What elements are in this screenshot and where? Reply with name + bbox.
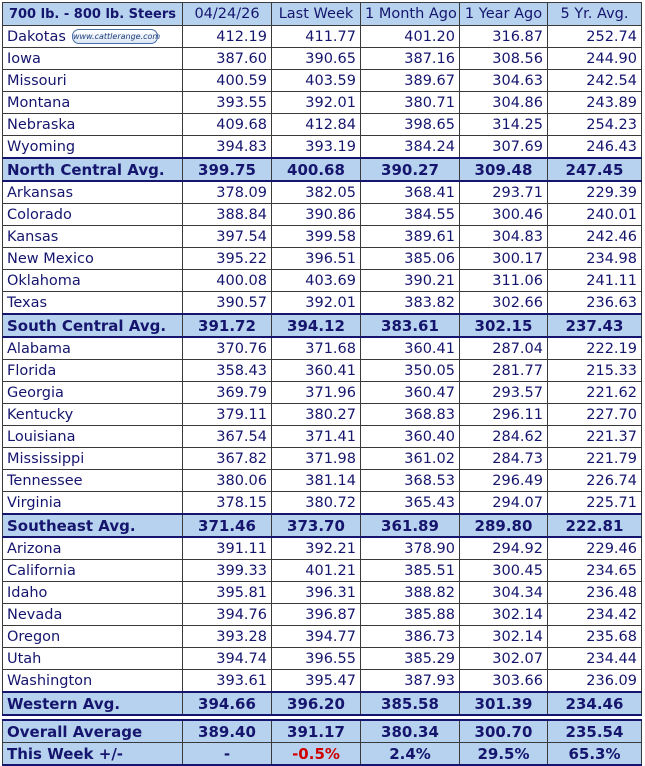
table-row bbox=[3, 226, 642, 248]
price-year-ago: 284.73 bbox=[460, 448, 548, 470]
price-5yr-avg: 234.46 bbox=[548, 692, 642, 715]
price-current: 393.55 bbox=[183, 92, 272, 114]
price-current: 371.46 bbox=[183, 514, 272, 537]
state-name bbox=[3, 360, 183, 382]
price-month-ago: 361.89 bbox=[361, 514, 460, 537]
state-name bbox=[3, 626, 183, 648]
price-current: 369.79 bbox=[183, 382, 272, 404]
price-year-ago: 307.69 bbox=[460, 136, 548, 159]
price-current: 393.28 bbox=[183, 626, 272, 648]
price-last-week: 381.14 bbox=[272, 470, 361, 492]
row-label: Kansas bbox=[7, 228, 59, 245]
region-average-row bbox=[3, 514, 642, 537]
state-name bbox=[3, 136, 183, 159]
table-row bbox=[3, 448, 642, 470]
price-year-ago: 304.86 bbox=[460, 92, 548, 114]
price-year-ago: 302.66 bbox=[460, 292, 548, 315]
price-current: 399.33 bbox=[183, 560, 272, 582]
table-row bbox=[3, 181, 642, 204]
row-label: Nebraska bbox=[7, 116, 76, 133]
table-row bbox=[3, 604, 642, 626]
price-current: 367.54 bbox=[183, 426, 272, 448]
cattlerange-logo: www.cattlerange.com bbox=[72, 29, 158, 44]
price-year-ago: 304.34 bbox=[460, 582, 548, 604]
price-year-ago: 309.48 bbox=[460, 158, 548, 181]
price-5yr-avg: 254.23 bbox=[548, 114, 642, 136]
region-name bbox=[3, 314, 183, 337]
state-name bbox=[3, 226, 183, 248]
price-year-ago: 308.56 bbox=[460, 48, 548, 70]
price-year-ago: 302.07 bbox=[460, 648, 548, 670]
row-label: Idaho bbox=[7, 584, 48, 601]
price-month-ago: 361.02 bbox=[361, 448, 460, 470]
table-row bbox=[3, 292, 642, 315]
price-month-ago: 401.20 bbox=[361, 26, 460, 48]
row-label: Florida bbox=[7, 362, 57, 379]
price-month-ago: 385.58 bbox=[361, 692, 460, 715]
price-last-week: 411.77 bbox=[272, 26, 361, 48]
price-month-ago: 386.73 bbox=[361, 626, 460, 648]
region-name bbox=[3, 514, 183, 537]
table-row bbox=[3, 470, 642, 492]
price-5yr-avg: 221.37 bbox=[548, 426, 642, 448]
state-name bbox=[3, 604, 183, 626]
price-year-ago: 289.80 bbox=[460, 514, 548, 537]
price-current: 397.54 bbox=[183, 226, 272, 248]
price-month-ago: 390.21 bbox=[361, 270, 460, 292]
price-current: 388.84 bbox=[183, 204, 272, 226]
price-month-ago: 384.24 bbox=[361, 136, 460, 159]
price-current: 400.08 bbox=[183, 270, 272, 292]
row-label: New Mexico bbox=[7, 250, 94, 267]
price-last-week: 400.68 bbox=[272, 158, 361, 181]
change-label: This Week +/- bbox=[3, 743, 183, 766]
price-month-ago: 368.53 bbox=[361, 470, 460, 492]
price-current: 390.57 bbox=[183, 292, 272, 315]
row-label: Oklahoma bbox=[7, 272, 81, 289]
price-current: 412.19 bbox=[183, 26, 272, 48]
price-last-week: 373.70 bbox=[272, 514, 361, 537]
row-label: Alabama bbox=[7, 340, 71, 357]
state-name bbox=[3, 114, 183, 136]
change-year-ago: 29.5% bbox=[460, 743, 548, 766]
price-5yr-avg: 243.89 bbox=[548, 92, 642, 114]
price-last-week: 403.69 bbox=[272, 270, 361, 292]
state-name bbox=[3, 270, 183, 292]
price-5yr-avg: 221.79 bbox=[548, 448, 642, 470]
price-year-ago: 316.87 bbox=[460, 26, 548, 48]
price-last-week: 396.51 bbox=[272, 248, 361, 270]
price-last-week: 390.86 bbox=[272, 204, 361, 226]
price-5yr-avg: 241.11 bbox=[548, 270, 642, 292]
table-row bbox=[3, 360, 642, 382]
table-row bbox=[3, 582, 642, 604]
price-month-ago: 384.55 bbox=[361, 204, 460, 226]
state-name bbox=[3, 382, 183, 404]
header-label: 700 lb. - 800 lb. Steers bbox=[3, 3, 183, 26]
state-name bbox=[3, 426, 183, 448]
price-5yr-avg: 237.43 bbox=[548, 314, 642, 337]
price-5yr-avg: 246.43 bbox=[548, 136, 642, 159]
table-row bbox=[3, 204, 642, 226]
price-year-ago: 294.07 bbox=[460, 492, 548, 515]
price-month-ago: 368.83 bbox=[361, 404, 460, 426]
price-5yr-avg: 226.74 bbox=[548, 470, 642, 492]
price-last-week: 396.87 bbox=[272, 604, 361, 626]
price-last-week: 401.21 bbox=[272, 560, 361, 582]
price-year-ago: 293.57 bbox=[460, 382, 548, 404]
table-row bbox=[3, 426, 642, 448]
overall-last-week: 391.17 bbox=[272, 720, 361, 743]
price-5yr-avg: 221.62 bbox=[548, 382, 642, 404]
state-name bbox=[3, 648, 183, 670]
price-month-ago: 385.51 bbox=[361, 560, 460, 582]
price-last-week: 380.27 bbox=[272, 404, 361, 426]
price-last-week: 371.96 bbox=[272, 382, 361, 404]
price-5yr-avg: 242.54 bbox=[548, 70, 642, 92]
price-month-ago: 385.06 bbox=[361, 248, 460, 270]
price-last-week: 396.31 bbox=[272, 582, 361, 604]
row-label: Virginia bbox=[7, 494, 62, 511]
row-label: Kentucky bbox=[7, 406, 74, 423]
row-label: California bbox=[7, 562, 76, 579]
price-last-week: 392.01 bbox=[272, 292, 361, 315]
price-current: 370.76 bbox=[183, 337, 272, 360]
price-month-ago: 385.88 bbox=[361, 604, 460, 626]
price-current: 394.76 bbox=[183, 604, 272, 626]
price-5yr-avg: 235.68 bbox=[548, 626, 642, 648]
header-col-last-week: Last Week bbox=[272, 3, 361, 26]
row-label: Oregon bbox=[7, 628, 61, 645]
price-5yr-avg: 234.42 bbox=[548, 604, 642, 626]
price-month-ago: 389.61 bbox=[361, 226, 460, 248]
price-current: 380.06 bbox=[183, 470, 272, 492]
price-5yr-avg: 236.63 bbox=[548, 292, 642, 315]
price-current: 399.75 bbox=[183, 158, 272, 181]
row-label: Utah bbox=[7, 650, 42, 667]
row-label: Iowa bbox=[7, 50, 41, 67]
region-name bbox=[3, 158, 183, 181]
price-current: 387.60 bbox=[183, 48, 272, 70]
price-year-ago: 302.14 bbox=[460, 604, 548, 626]
price-month-ago: 389.67 bbox=[361, 70, 460, 92]
price-month-ago: 387.93 bbox=[361, 670, 460, 693]
state-name bbox=[3, 337, 183, 360]
price-month-ago: 350.05 bbox=[361, 360, 460, 382]
change-month-ago: 2.4% bbox=[361, 743, 460, 766]
price-current: 393.61 bbox=[183, 670, 272, 693]
table-row bbox=[3, 670, 642, 693]
price-month-ago: 360.47 bbox=[361, 382, 460, 404]
steer-price-table bbox=[2, 2, 642, 766]
state-name bbox=[3, 181, 183, 204]
price-current: 409.68 bbox=[183, 114, 272, 136]
state-name bbox=[3, 470, 183, 492]
price-last-week: 380.72 bbox=[272, 492, 361, 515]
price-year-ago: 300.45 bbox=[460, 560, 548, 582]
state-name bbox=[3, 248, 183, 270]
table-row bbox=[3, 114, 642, 136]
state-name bbox=[3, 537, 183, 560]
price-month-ago: 360.41 bbox=[361, 337, 460, 360]
row-label: Arkansas bbox=[7, 184, 74, 201]
price-year-ago: 281.77 bbox=[460, 360, 548, 382]
price-5yr-avg: 234.98 bbox=[548, 248, 642, 270]
row-label: Missouri bbox=[7, 72, 67, 89]
row-label: Texas bbox=[7, 294, 48, 311]
overall-current: 389.40 bbox=[183, 720, 272, 743]
price-year-ago: 304.63 bbox=[460, 70, 548, 92]
table-row bbox=[3, 70, 642, 92]
row-label: Western Avg. bbox=[7, 694, 121, 713]
state-name bbox=[3, 92, 183, 114]
price-current: 400.59 bbox=[183, 70, 272, 92]
price-year-ago: 296.49 bbox=[460, 470, 548, 492]
region-average-row bbox=[3, 314, 642, 337]
price-current: 367.82 bbox=[183, 448, 272, 470]
region-name bbox=[3, 692, 183, 715]
price-year-ago: 302.14 bbox=[460, 626, 548, 648]
price-last-week: 382.05 bbox=[272, 181, 361, 204]
row-label: Southeast Avg. bbox=[7, 516, 136, 535]
price-last-week: 392.21 bbox=[272, 537, 361, 560]
price-year-ago: 300.17 bbox=[460, 248, 548, 270]
table-row bbox=[3, 537, 642, 560]
price-current: 394.83 bbox=[183, 136, 272, 159]
price-current: 395.22 bbox=[183, 248, 272, 270]
price-current: 378.09 bbox=[183, 181, 272, 204]
price-last-week: 403.59 bbox=[272, 70, 361, 92]
state-name bbox=[3, 292, 183, 315]
row-label: Dakotas bbox=[7, 28, 66, 45]
price-year-ago: 311.06 bbox=[460, 270, 548, 292]
price-5yr-avg: 222.81 bbox=[548, 514, 642, 537]
price-5yr-avg: 234.44 bbox=[548, 648, 642, 670]
row-label: Nevada bbox=[7, 606, 63, 623]
table-row bbox=[3, 404, 642, 426]
price-last-week: 371.68 bbox=[272, 337, 361, 360]
price-year-ago: 301.39 bbox=[460, 692, 548, 715]
price-month-ago: 387.16 bbox=[361, 48, 460, 70]
change-last-week: -0.5% bbox=[272, 743, 361, 766]
price-year-ago: 302.15 bbox=[460, 314, 548, 337]
table-row bbox=[3, 48, 642, 70]
price-last-week: 399.58 bbox=[272, 226, 361, 248]
table-body bbox=[3, 26, 642, 716]
steer-price-table-container bbox=[2, 2, 641, 766]
state-name bbox=[3, 492, 183, 515]
table-row bbox=[3, 560, 642, 582]
price-current: 379.11 bbox=[183, 404, 272, 426]
price-month-ago: 378.90 bbox=[361, 537, 460, 560]
table-row bbox=[3, 26, 642, 48]
price-month-ago: 360.40 bbox=[361, 426, 460, 448]
price-5yr-avg: 229.39 bbox=[548, 181, 642, 204]
state-name bbox=[3, 204, 183, 226]
row-label: Georgia bbox=[7, 384, 64, 401]
price-last-week: 371.41 bbox=[272, 426, 361, 448]
row-label: Montana bbox=[7, 94, 71, 111]
region-average-row bbox=[3, 158, 642, 181]
row-label: Washington bbox=[7, 672, 93, 689]
state-name bbox=[3, 26, 183, 48]
price-5yr-avg: 215.33 bbox=[548, 360, 642, 382]
header-col-5yr-avg: 5 Yr. Avg. bbox=[548, 3, 642, 26]
price-current: 395.81 bbox=[183, 582, 272, 604]
header-row bbox=[3, 3, 642, 26]
price-month-ago: 398.65 bbox=[361, 114, 460, 136]
this-week-change-row bbox=[3, 743, 642, 766]
state-name bbox=[3, 560, 183, 582]
state-name bbox=[3, 582, 183, 604]
price-5yr-avg: 240.01 bbox=[548, 204, 642, 226]
header-col-year-ago: 1 Year Ago bbox=[460, 3, 548, 26]
price-last-week: 394.77 bbox=[272, 626, 361, 648]
price-5yr-avg: 236.09 bbox=[548, 670, 642, 693]
state-name bbox=[3, 48, 183, 70]
price-last-week: 393.19 bbox=[272, 136, 361, 159]
row-label: North Central Avg. bbox=[7, 160, 165, 179]
price-month-ago: 383.82 bbox=[361, 292, 460, 315]
row-label: South Central Avg. bbox=[7, 316, 167, 335]
table-row bbox=[3, 492, 642, 515]
overall-label: Overall Average bbox=[3, 720, 183, 743]
table-row bbox=[3, 270, 642, 292]
price-month-ago: 380.71 bbox=[361, 92, 460, 114]
price-month-ago: 368.41 bbox=[361, 181, 460, 204]
price-current: 394.74 bbox=[183, 648, 272, 670]
overall-average-row bbox=[3, 720, 642, 743]
row-label: Mississippi bbox=[7, 450, 85, 467]
price-month-ago: 383.61 bbox=[361, 314, 460, 337]
state-name bbox=[3, 404, 183, 426]
row-label: Wyoming bbox=[7, 138, 76, 155]
price-last-week: 396.20 bbox=[272, 692, 361, 715]
price-5yr-avg: 247.45 bbox=[548, 158, 642, 181]
row-label: Louisiana bbox=[7, 428, 76, 445]
price-year-ago: 303.66 bbox=[460, 670, 548, 693]
price-year-ago: 287.04 bbox=[460, 337, 548, 360]
price-month-ago: 390.27 bbox=[361, 158, 460, 181]
price-5yr-avg: 236.48 bbox=[548, 582, 642, 604]
row-label: Arizona bbox=[7, 540, 62, 557]
price-month-ago: 388.82 bbox=[361, 582, 460, 604]
table-row bbox=[3, 337, 642, 360]
price-year-ago: 314.25 bbox=[460, 114, 548, 136]
price-5yr-avg: 229.46 bbox=[548, 537, 642, 560]
price-5yr-avg: 234.65 bbox=[548, 560, 642, 582]
state-name bbox=[3, 448, 183, 470]
state-name bbox=[3, 70, 183, 92]
change-5yr-avg: 65.3% bbox=[548, 743, 642, 766]
price-last-week: 395.47 bbox=[272, 670, 361, 693]
price-5yr-avg: 252.74 bbox=[548, 26, 642, 48]
state-name bbox=[3, 670, 183, 693]
price-current: 358.43 bbox=[183, 360, 272, 382]
price-year-ago: 293.71 bbox=[460, 181, 548, 204]
table-row bbox=[3, 648, 642, 670]
price-last-week: 396.55 bbox=[272, 648, 361, 670]
price-5yr-avg: 225.71 bbox=[548, 492, 642, 515]
price-last-week: 394.12 bbox=[272, 314, 361, 337]
row-label: Colorado bbox=[7, 206, 72, 223]
price-current: 394.66 bbox=[183, 692, 272, 715]
price-year-ago: 300.46 bbox=[460, 204, 548, 226]
price-year-ago: 294.92 bbox=[460, 537, 548, 560]
price-current: 378.15 bbox=[183, 492, 272, 515]
change-current: - bbox=[183, 743, 272, 766]
price-5yr-avg: 242.46 bbox=[548, 226, 642, 248]
price-month-ago: 385.29 bbox=[361, 648, 460, 670]
price-last-week: 371.98 bbox=[272, 448, 361, 470]
overall-month-ago: 380.34 bbox=[361, 720, 460, 743]
price-current: 391.72 bbox=[183, 314, 272, 337]
table-row bbox=[3, 136, 642, 159]
price-last-week: 412.84 bbox=[272, 114, 361, 136]
header-col-current: 04/24/26 bbox=[183, 3, 272, 26]
price-month-ago: 365.43 bbox=[361, 492, 460, 515]
row-label: Tennessee bbox=[7, 472, 83, 489]
table-row bbox=[3, 382, 642, 404]
overall-year-ago: 300.70 bbox=[460, 720, 548, 743]
price-5yr-avg: 244.90 bbox=[548, 48, 642, 70]
price-year-ago: 296.11 bbox=[460, 404, 548, 426]
price-last-week: 360.41 bbox=[272, 360, 361, 382]
price-last-week: 390.65 bbox=[272, 48, 361, 70]
overall-5yr-avg: 235.54 bbox=[548, 720, 642, 743]
price-year-ago: 304.83 bbox=[460, 226, 548, 248]
table-row bbox=[3, 92, 642, 114]
region-average-row bbox=[3, 692, 642, 715]
price-5yr-avg: 222.19 bbox=[548, 337, 642, 360]
price-year-ago: 284.62 bbox=[460, 426, 548, 448]
price-5yr-avg: 227.70 bbox=[548, 404, 642, 426]
header-col-month-ago: 1 Month Ago bbox=[361, 3, 460, 26]
table-row bbox=[3, 248, 642, 270]
price-last-week: 392.01 bbox=[272, 92, 361, 114]
price-current: 391.11 bbox=[183, 537, 272, 560]
table-row bbox=[3, 626, 642, 648]
